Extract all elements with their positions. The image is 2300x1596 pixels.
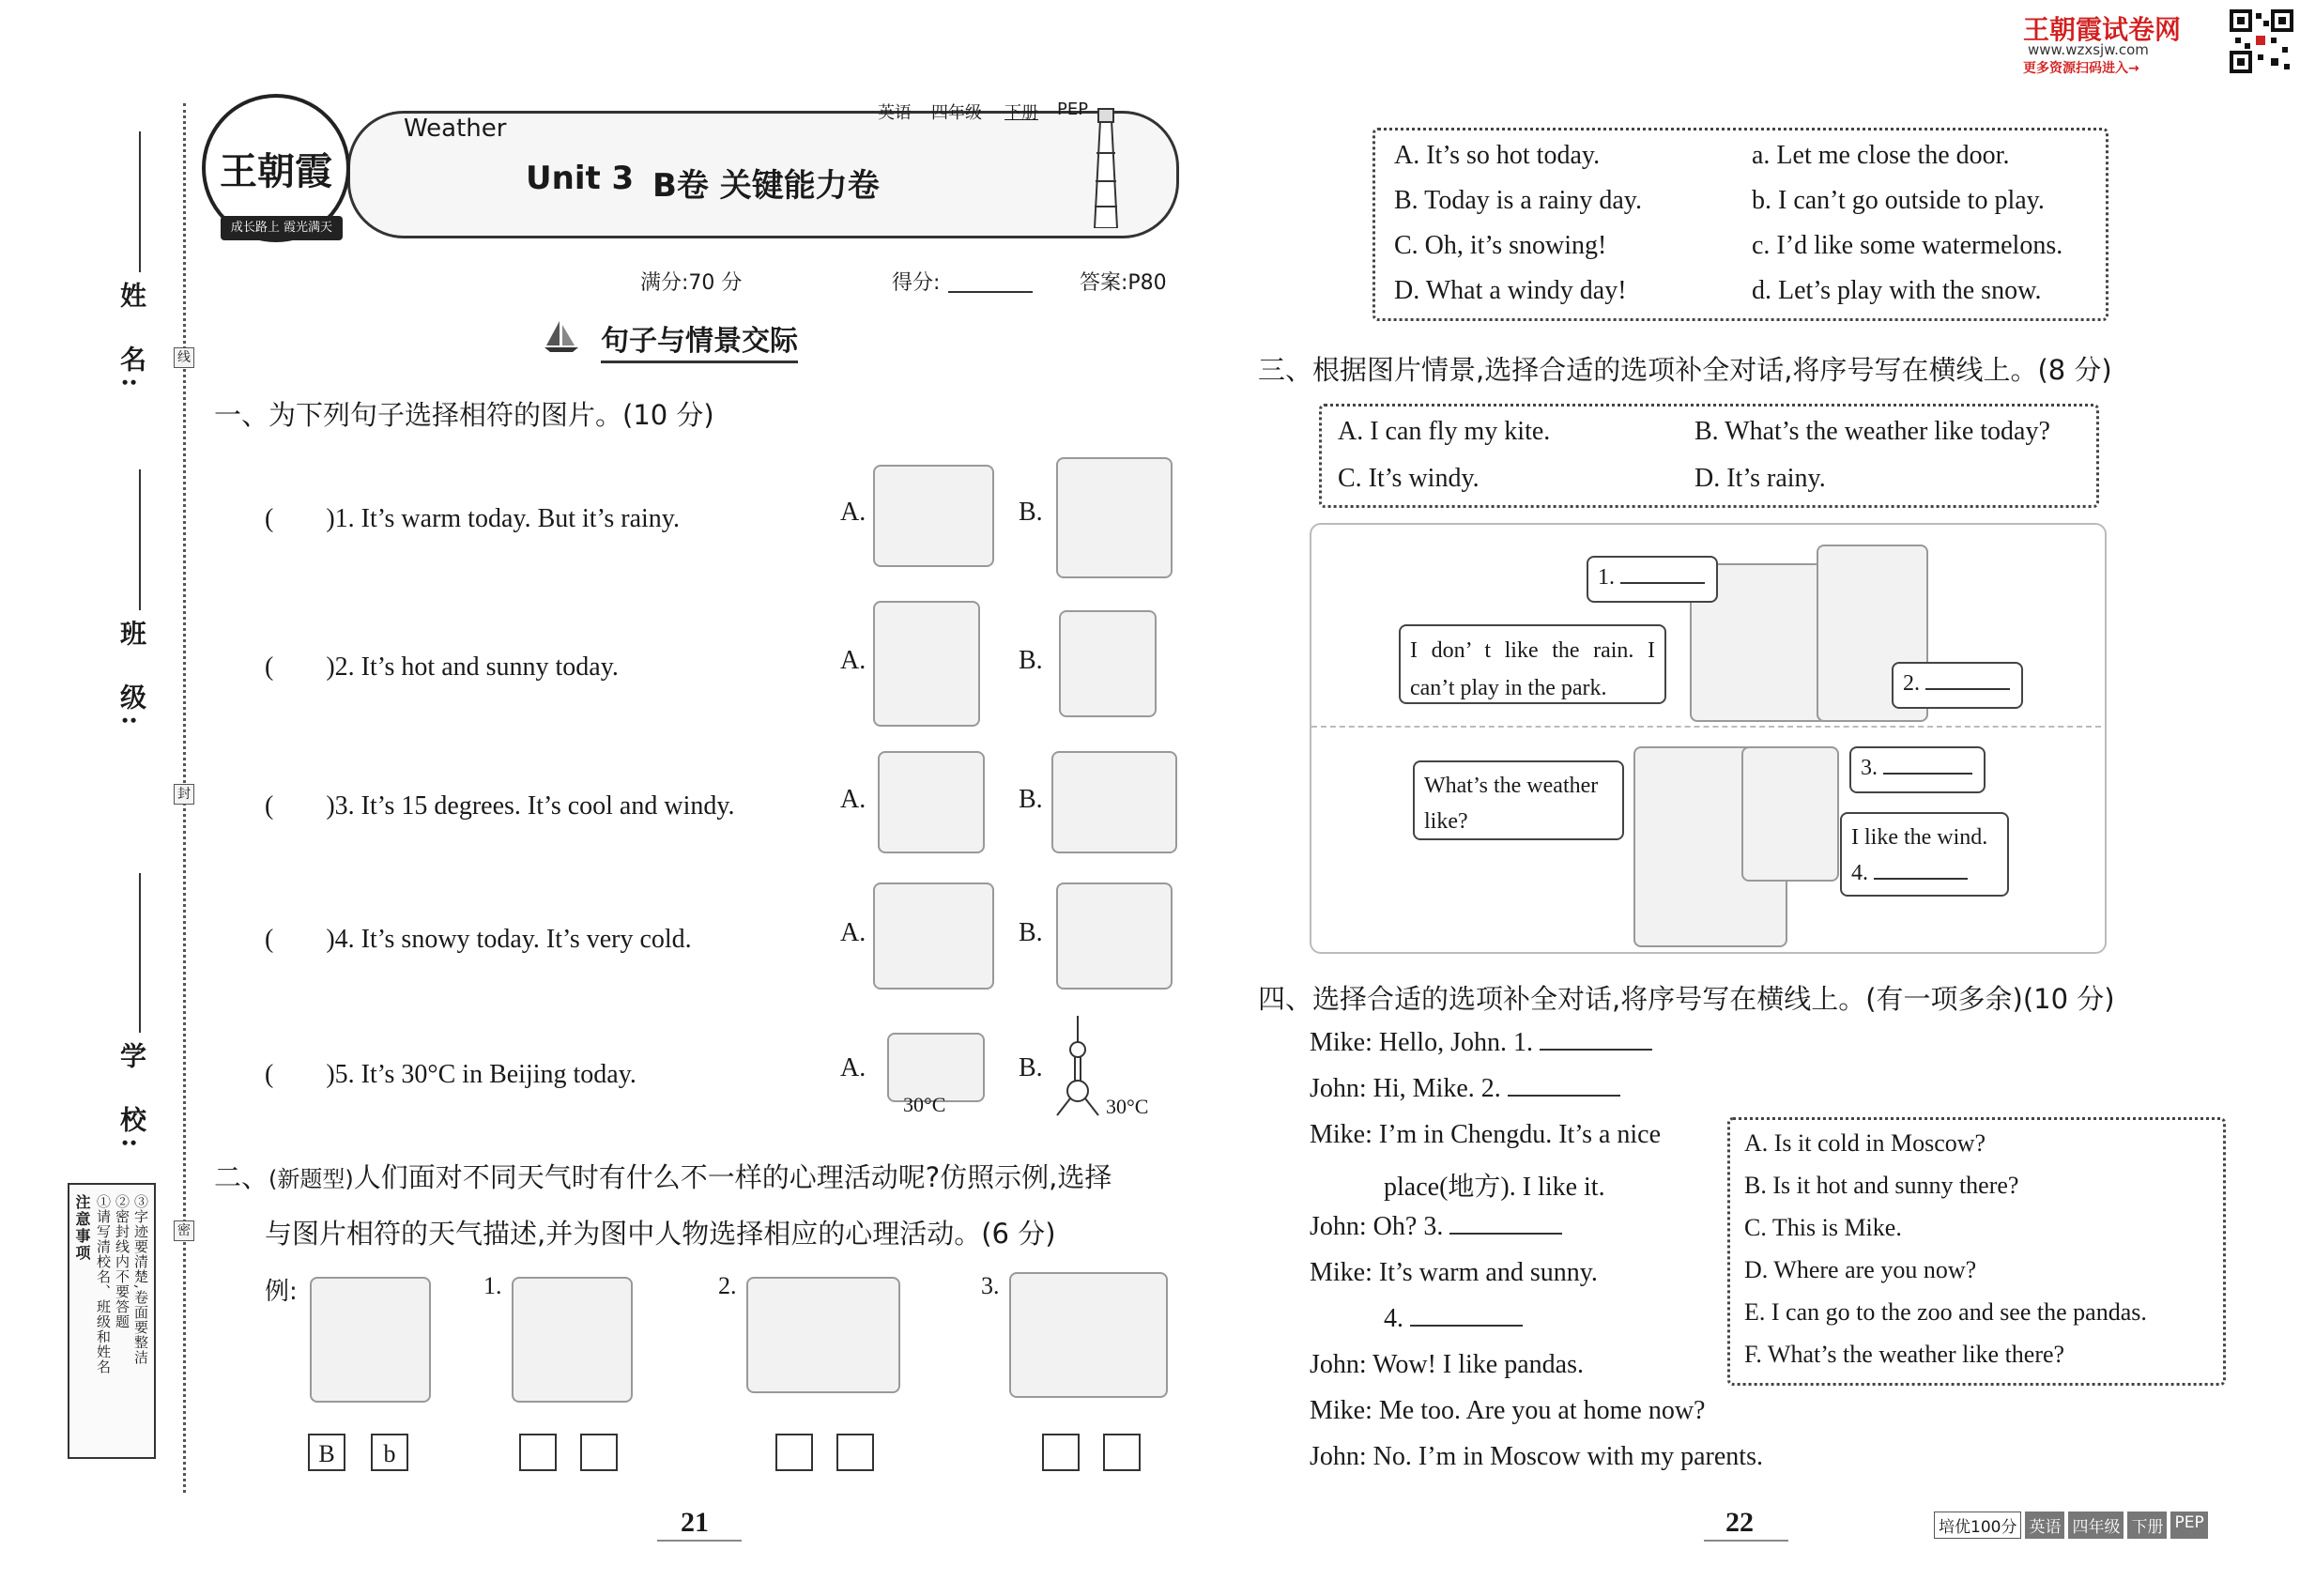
qr-code-icon[interactable] [2230, 9, 2293, 73]
bubble-1 [1587, 556, 1718, 603]
picture-boy-scarf [1059, 610, 1157, 717]
part1-item-4: ( )4. It’s snowy today. It’s very cold. [265, 925, 692, 954]
part1-item-5: ( )5. It’s 30°C in Beijing today. [265, 1060, 636, 1089]
sailboat-icon [543, 319, 580, 353]
match-left-a: A. It’s so hot today. [1394, 141, 1601, 170]
part4-option-a: A. Is it cold in Moscow? [1744, 1129, 1986, 1157]
bubble-3-num: 3. [1861, 756, 1878, 780]
tag-edition: PEP [1057, 100, 1089, 119]
part1-item-1-b[interactable]: B. [1019, 498, 1043, 527]
part2-title-line2: 与图片相符的天气描述,并为图中人物选择相应的心理活动。(6 分) [265, 1218, 1056, 1250]
bubble-wind [1840, 812, 2009, 897]
blank-1[interactable] [1540, 1028, 1652, 1051]
full-score: 满分:70 分 [640, 271, 743, 295]
part4-option-d: D. Where are you now? [1744, 1256, 1977, 1283]
picture-rain-window [873, 465, 994, 567]
part4-option-c: C. This is Mike. [1744, 1214, 1902, 1241]
answer-box-1a[interactable] [519, 1434, 557, 1471]
picture-great-wall [887, 1033, 985, 1102]
bubble-2-blank[interactable] [1925, 669, 2010, 690]
match-left-c: C. Oh, it’s snowing! [1394, 231, 1607, 260]
match-right-b: b. I can’t go outside to play. [1752, 186, 2045, 215]
part1-item-1: ( )1. It’s warm today. But it’s rainy. [265, 504, 680, 533]
name-label: 姓 名: [116, 282, 147, 393]
lighthouse-icon [1087, 101, 1125, 228]
picture-walking-dog [873, 882, 994, 990]
bubble-1-blank[interactable] [1620, 563, 1705, 584]
footer-tag-grade: 四年级 [2068, 1512, 2124, 1539]
footer-tag-volume: 下册 [2127, 1512, 2167, 1539]
notice-2: ②密封线内不要答题 [114, 1194, 130, 1329]
class-label: 班 级: [116, 620, 147, 731]
unit-topic: Weather [404, 115, 507, 143]
scene-divider [1311, 726, 2101, 728]
binding-mark-line: 线 [174, 347, 194, 368]
part2-title-rest: 人们面对不同天气时有什么不一样的心理活动呢?仿照示例,选择 [353, 1161, 1112, 1193]
picture-example-window-girl [310, 1277, 431, 1403]
dialog-line-6: Mike: It’s warm and sunny. [1310, 1258, 1598, 1287]
bubble-rain: I don’ t like the rain. I can’t play in the park. [1399, 624, 1666, 704]
logo-text: 王朝霞 [220, 148, 332, 193]
part4-title: 四、选择合适的选项补全对话,将序号写在横线上。(有一项多余)(10 分) [1258, 983, 2115, 1015]
blank-2[interactable] [1508, 1074, 1620, 1097]
bubble-weather: What’s the weather like? [1413, 760, 1624, 840]
match-right-c: c. I’d like some watermelons. [1752, 231, 2063, 260]
answer-ref: 答案:P80 [1080, 271, 1167, 295]
dialog-line-7-num: 4. [1384, 1304, 1403, 1333]
dialog-line-2-text: John: Hi, Mike. 2. [1310, 1074, 1501, 1103]
dialog-line-2 [1310, 1074, 1620, 1104]
blank-4[interactable] [1410, 1304, 1523, 1327]
footer-tag-edition: PEP [2170, 1512, 2207, 1539]
part2-num-1: 1. [483, 1272, 502, 1299]
part4-option-e: E. I can go to the zoo and see the pandas. [1744, 1298, 2147, 1326]
blank-3[interactable] [1449, 1212, 1562, 1235]
bubble-3-blank[interactable] [1883, 754, 1972, 775]
part1-item-3-b[interactable]: B. [1019, 785, 1043, 814]
part1-item-4-a[interactable]: A. [840, 918, 866, 947]
score-label: 得分: [892, 271, 941, 295]
dialog-line-10: John: No. I’m in Moscow with my parents. [1310, 1442, 1763, 1471]
part3-option-b: B. What’s the weather like today? [1694, 417, 2050, 446]
footer-tag-series: 培优100分 [1934, 1512, 2021, 1539]
answer-box-1b[interactable] [580, 1434, 618, 1471]
notice-3: ③字迹要清楚,卷面要整洁 [132, 1194, 149, 1365]
page-number-right: 22 [1725, 1507, 1754, 1538]
temp-label-a: 30°C [903, 1093, 946, 1116]
name-blank[interactable] [139, 131, 141, 272]
part1-item-2: ( )2. It’s hot and sunny today. [265, 652, 619, 682]
tower-icon [1050, 1014, 1106, 1117]
part2-title [214, 1157, 1112, 1195]
part1-item-2-b[interactable]: B. [1019, 646, 1043, 675]
part1-item-5-b[interactable]: B. [1019, 1053, 1043, 1082]
page-number-left: 21 [681, 1507, 709, 1538]
bubble-wind-text: I like the wind. [1851, 825, 1988, 850]
bubble-4-blank[interactable] [1874, 859, 1968, 880]
bubble-2 [1892, 662, 2023, 709]
match-right-d: d. Let’s play with the snow. [1752, 276, 2042, 305]
part3-option-a: A. I can fly my kite. [1338, 417, 1551, 446]
picture-sun-boy-fan [873, 601, 980, 727]
part1-title: 一、为下列句子选择相符的图片。(10 分) [214, 399, 714, 431]
dialog-line-4: place(地方). I like it. [1384, 1173, 1605, 1202]
bubble-4-num: 4. [1851, 861, 1868, 885]
part1-item-3: ( )3. It’s 15 degrees. It’s cool and windy. [265, 791, 735, 821]
part1-item-3-a[interactable]: A. [840, 785, 866, 814]
dialog-line-5-text: John: Oh? 3. [1310, 1212, 1444, 1241]
part1-item-1-a[interactable]: A. [840, 498, 866, 527]
brand-slogan: 更多资源扫码进入→ [2023, 61, 2139, 76]
match-left-b: B. Today is a rainy day. [1394, 186, 1642, 215]
score-blank[interactable] [948, 269, 1033, 293]
example-answer-2: b [371, 1434, 408, 1471]
part1-item-4-b[interactable]: B. [1019, 918, 1043, 947]
page-ornament-right [1704, 1540, 1788, 1542]
tag-grade: 四年级 [931, 103, 982, 123]
unit-number: Unit 3 [526, 160, 635, 197]
picture-kids-umbrella [1056, 457, 1173, 578]
footer-tags [1934, 1512, 2208, 1539]
match-right-a: a. Let me close the door. [1752, 141, 2010, 170]
dialog-line-7 [1384, 1304, 1523, 1334]
school-blank[interactable] [139, 873, 141, 1033]
part1-item-5-a[interactable]: A. [840, 1053, 866, 1082]
picture-door-boy [512, 1277, 633, 1403]
example-label: 例: [265, 1278, 298, 1306]
school-label: 学 校: [116, 1042, 147, 1154]
part3-option-c: C. It’s windy. [1338, 464, 1480, 493]
dialog-line-5 [1310, 1212, 1562, 1242]
temp-label-b: 30°C [1106, 1095, 1149, 1118]
answer-box-3b[interactable] [1103, 1434, 1141, 1471]
bubble-1-num: 1. [1598, 565, 1615, 590]
part1-item-2-a[interactable]: A. [840, 646, 866, 675]
picture-sunny-field [1051, 751, 1177, 853]
page-ornament-left [657, 1540, 742, 1542]
binding-mark-seal: 封 [174, 784, 194, 805]
notice-box [68, 1183, 156, 1459]
dialog-line-1-text: Mike: Hello, John. 1. [1310, 1028, 1533, 1057]
bubble-3 [1849, 746, 1986, 793]
picture-snowman [1056, 882, 1173, 990]
answer-box-3a[interactable] [1042, 1434, 1080, 1471]
match-left-d: D. What a windy day! [1394, 276, 1627, 305]
dialog-line-1 [1310, 1028, 1652, 1058]
brand-url: www.wzxsjw.com [2028, 41, 2149, 58]
dialog-line-9: Mike: Me too. Are you at home now? [1310, 1396, 1706, 1425]
picture-hot-boy-watermelon [1009, 1272, 1168, 1398]
binding-mark-secret: 密 [174, 1220, 194, 1241]
notice-title: 注意事项 [73, 1194, 91, 1262]
part2-new-tag: (新题型) [268, 1166, 354, 1192]
paper-title: B卷 关键能力卷 [652, 167, 880, 205]
picture-girl-wind [1741, 746, 1839, 882]
bubble-2-num: 2. [1903, 671, 1920, 696]
part2-prefix: 二、 [214, 1161, 269, 1193]
answer-box-2a[interactable] [775, 1434, 813, 1471]
dialog-line-3: Mike: I’m in Chengdu. It’s a nice [1310, 1120, 1662, 1149]
part3-title: 三、根据图片情景,选择合适的选项补全对话,将序号写在横线上。(8 分) [1258, 354, 2112, 386]
picture-snow-play [746, 1277, 900, 1393]
tag-volume: 下册 [1004, 103, 1038, 123]
part2-num-3: 3. [981, 1272, 1000, 1299]
logo-ribbon: 成长路上 霞光满天 [221, 216, 343, 240]
brand-name: 王朝霞试卷网 [2023, 14, 2182, 45]
example-answer-1: B [308, 1434, 345, 1471]
dialog-line-8: John: Wow! I like pandas. [1310, 1350, 1584, 1379]
notice-1: ①请写清校名、班级和姓名 [95, 1194, 112, 1374]
footer-tag-subject: 英语 [2025, 1512, 2064, 1539]
answer-box-2b[interactable] [836, 1434, 874, 1471]
part2-num-2: 2. [718, 1272, 737, 1299]
part4-option-b: B. Is it hot and sunny there? [1744, 1172, 2019, 1199]
section-banner: 句子与情景交际 [601, 317, 798, 363]
class-blank[interactable] [139, 469, 141, 610]
picture-windy-tree [878, 751, 985, 853]
part3-option-d: D. It’s rainy. [1694, 464, 1826, 493]
part4-option-f: F. What’s the weather like there? [1744, 1341, 2065, 1368]
tag-subject: 英语 [878, 103, 912, 123]
